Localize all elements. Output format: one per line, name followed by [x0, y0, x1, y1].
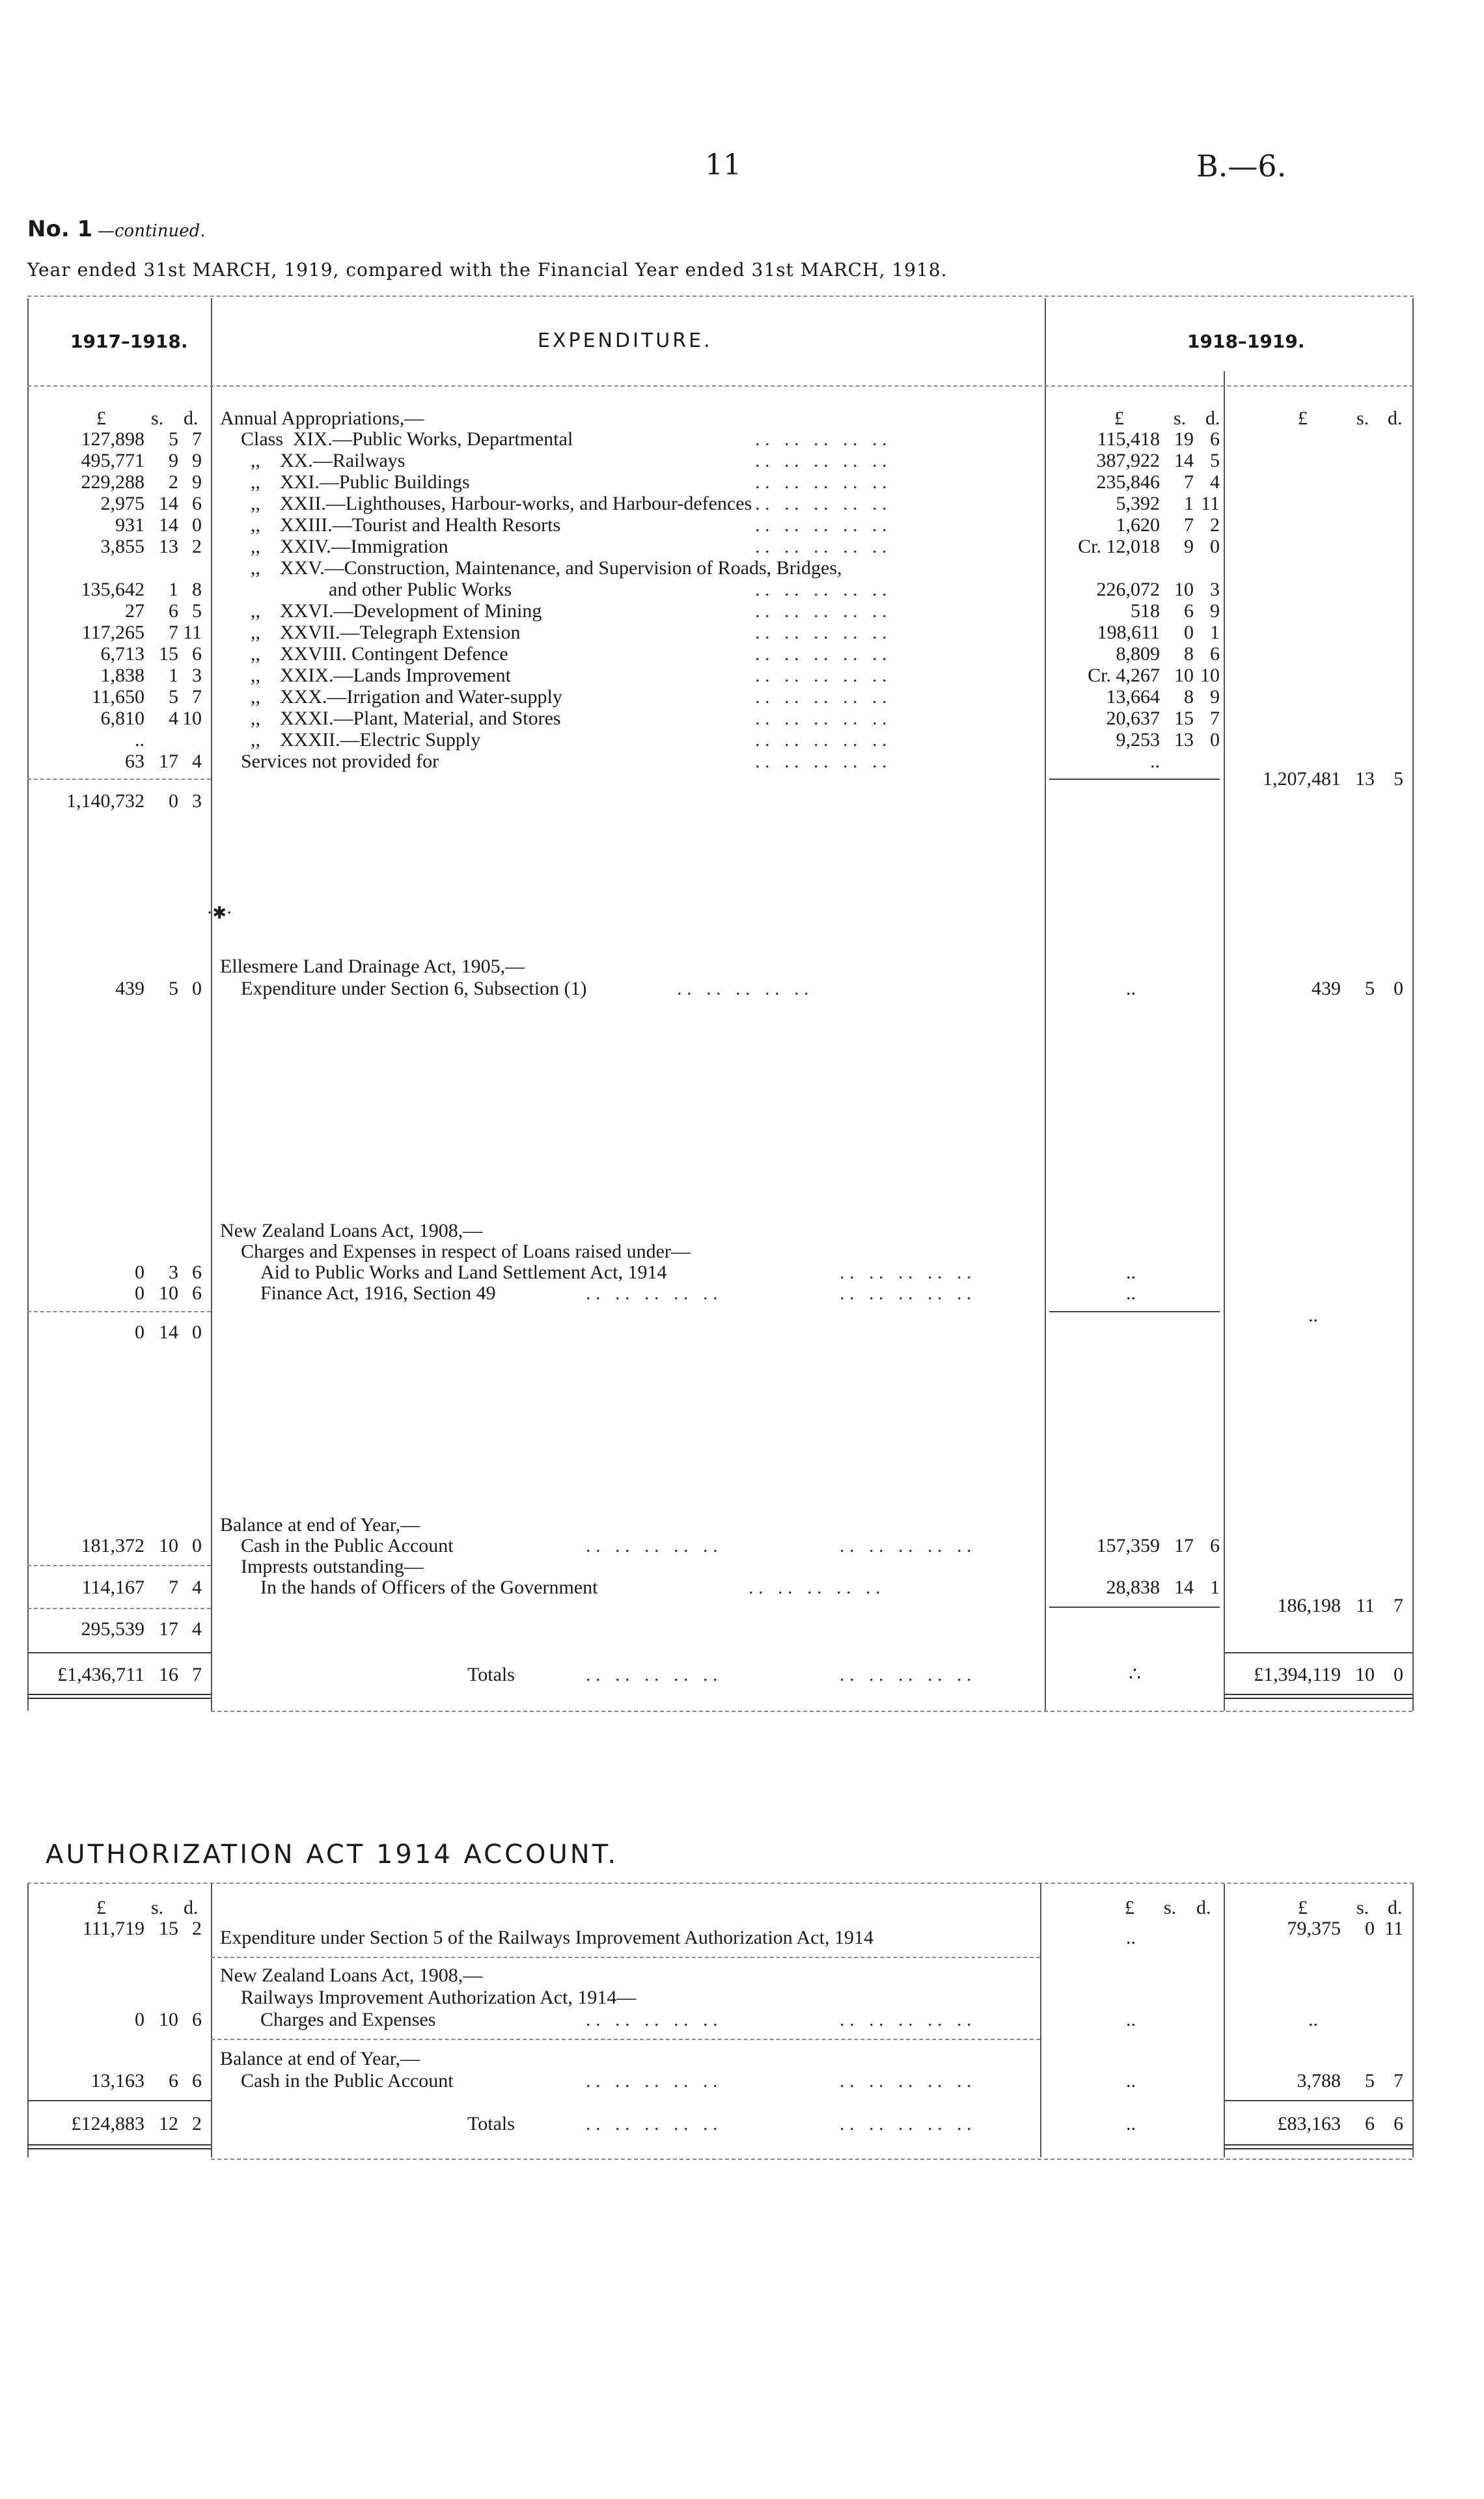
- appropriation-1918-pounds: 5,392: [1116, 493, 1160, 514]
- ellesmere-1918-detail: ..: [1126, 978, 1136, 999]
- appropriation-1918-pounds: 115,418: [1097, 428, 1160, 450]
- auth-total-detail: ..: [1126, 2113, 1136, 2134]
- subtotal-rule: [1049, 779, 1220, 780]
- appropriation-1918-pence: 6: [1210, 428, 1220, 450]
- appropriation-1917-shillings: 1: [169, 665, 178, 686]
- appropriation-1917-pounds: 229,288: [81, 471, 144, 493]
- pence-heading: d.: [1205, 407, 1220, 429]
- table-top-rule: [27, 296, 1414, 297]
- appropriation-1918-pence: 7: [1210, 708, 1220, 729]
- nz-loans-total-1917-pounds: 0: [135, 1321, 144, 1343]
- officers-1918-pounds: 28,838: [1106, 1577, 1160, 1598]
- auth-balance-detail: ..: [1126, 2070, 1136, 2092]
- appropriation-label: and other Public Works: [241, 579, 512, 600]
- totals-top-rule: [1224, 1652, 1412, 1653]
- totals-double-rule: [1224, 2144, 1412, 2149]
- auth-row1-1917-shillings: 15: [159, 1918, 178, 1939]
- appropriation-label: ,, XXXI.—Plant, Material, and Stores: [241, 708, 561, 729]
- appropriation-1918-pounds: 8,809: [1116, 643, 1160, 665]
- appropriation-1917-shillings: 15: [159, 643, 178, 665]
- appropriation-1917-pounds: 135,642: [81, 579, 144, 600]
- auth-total-1917-pounds: £124,883: [71, 2113, 144, 2134]
- pence-heading: d.: [184, 1897, 199, 1918]
- annual-total-1918-pounds: 1,207,481: [1263, 768, 1341, 790]
- auth-total-1918-pence: 6: [1394, 2113, 1403, 2134]
- appropriation-1918-pounds: 1,620: [1116, 514, 1160, 536]
- appropriation-1917-pounds: 495,771: [81, 450, 144, 471]
- auth-top-rule: [27, 1883, 1414, 1884]
- nz-loans-1917-pence: 6: [192, 1282, 202, 1304]
- nz-loans-1918-detail: ..: [1126, 1282, 1136, 1304]
- appropriation-1917-shillings: 7: [169, 622, 178, 643]
- appropriation-1917-pence: 11: [183, 622, 202, 643]
- pound-heading: £: [96, 1897, 106, 1918]
- totals-double-rule: [27, 2144, 211, 2149]
- balance-total-1917-pounds: 295,539: [81, 1618, 144, 1640]
- leader-dots: . . . . . . . . . .: [677, 978, 809, 999]
- pound-heading: £: [1114, 407, 1124, 429]
- officers-1917-pence: 4: [192, 1577, 202, 1598]
- annual-total-1918-pence: 5: [1394, 768, 1403, 790]
- leader-dots: . . . . . . . . . .: [586, 1282, 718, 1304]
- pound-heading: £: [1298, 407, 1308, 429]
- appropriation-1918-shillings: 7: [1184, 471, 1194, 493]
- appropriation-1918-pounds: 13,664: [1106, 686, 1160, 708]
- auth-right-border: [1412, 1884, 1414, 2157]
- auth-section-rule: [211, 1957, 1040, 1958]
- appropriation-1918-shillings: 10: [1174, 579, 1194, 600]
- appropriation-1917-pence: 10: [182, 708, 202, 729]
- auth-section-rule: [211, 2039, 1040, 2040]
- pound-heading: £: [96, 407, 106, 429]
- auth-balance-1917-shillings: 6: [169, 2070, 178, 2092]
- leader-dots: . . . . . . . . . .: [755, 686, 887, 708]
- appropriation-1918-shillings: 1: [1184, 493, 1194, 514]
- auth-nz-1917-shillings: 10: [159, 2009, 178, 2030]
- pence-heading: d.: [1388, 1897, 1403, 1918]
- nz-loans-1917-shillings: 10: [159, 1282, 178, 1304]
- annual-total-1917-pence: 3: [192, 790, 202, 812]
- subtotal-rule: [1049, 1311, 1220, 1312]
- appropriation-1917-pence: 4: [192, 751, 202, 772]
- appropriation-1917-pence: 3: [192, 665, 202, 686]
- appropriation-1918-shillings: 15: [1174, 708, 1194, 729]
- leader-dots: . . . . . . . . . .: [840, 1262, 972, 1283]
- annual-total-1917-pounds: 1,140,732: [66, 790, 144, 812]
- annual-total-1918-shillings: 13: [1355, 768, 1375, 790]
- table-subtitle: Year ended 31st MARCH, 1919, compared with the Financial Year ended 31st MARCH, 1918.: [27, 259, 948, 281]
- officers-1918-pence: 1: [1210, 1577, 1220, 1598]
- appropriation-1918-shillings: 10: [1174, 665, 1194, 686]
- appropriation-1918-pounds: 9,253: [1116, 729, 1160, 751]
- balance-total-1917-shillings: 17: [159, 1618, 178, 1640]
- appropriation-1918-pence: 11: [1201, 493, 1220, 514]
- auth-row1-1918-pence: 11: [1384, 1918, 1403, 1939]
- appropriation-1917-pence: 7: [192, 686, 202, 708]
- auth-balance-heading: Balance at end of Year,—: [220, 2048, 420, 2069]
- column-divider: [1045, 298, 1046, 1711]
- column-divider: [211, 1884, 212, 2157]
- appropriation-1918-pence: 2: [1210, 514, 1220, 536]
- appropriation-1918-shillings: 8: [1184, 686, 1194, 708]
- appropriation-1918-pounds: Cr. 4,267: [1088, 665, 1160, 686]
- balance-total-1918-shillings: 11: [1356, 1595, 1375, 1616]
- appropriation-1918-pounds: 518: [1131, 600, 1160, 622]
- appropriation-label: ,, XXXII.—Electric Supply: [241, 729, 481, 751]
- appropriation-1918-pence: 6: [1210, 643, 1220, 665]
- appropriation-1918-pounds: 226,072: [1096, 579, 1160, 600]
- totals-top-rule: [27, 2100, 211, 2101]
- appropriation-1917-shillings: 2: [169, 471, 178, 493]
- appropriation-1918-shillings: 13: [1174, 729, 1194, 751]
- appropriation-label: ,, XXX.—Irrigation and Water-supply: [241, 686, 562, 708]
- table-number: No. 1: [27, 216, 93, 242]
- appropriation-1917-pence: 0: [192, 514, 202, 536]
- appropriation-1917-pence: 6: [192, 643, 202, 665]
- leader-dots: . . . . . . . . . .: [586, 2009, 718, 2030]
- appropriation-label: ,, XXVII.—Telegraph Extension: [241, 622, 521, 643]
- appropriation-1918-shillings: 14: [1174, 450, 1194, 471]
- auth-total-1918-shillings: 6: [1365, 2113, 1375, 2134]
- leader-dots: . . . . . . . . . .: [840, 1282, 972, 1304]
- totals-double-rule: [27, 1694, 211, 1699]
- appropriation-label: ,, XXV.—Construction, Maintenance, and Supervision of Roads, Bridges,: [241, 557, 842, 579]
- appropriation-1917-pounds: 931: [115, 514, 144, 536]
- grand-total-1918-shillings: 10: [1355, 1664, 1375, 1685]
- column-header-1918-1919: 1918–1919.: [1187, 331, 1305, 352]
- appropriation-1917-pence: 9: [192, 450, 202, 471]
- appropriation-1917-shillings: 14: [159, 493, 178, 514]
- leader-dots: . . . . . . . . . .: [755, 536, 887, 557]
- leader-dots: . . . . . . . . . .: [840, 2009, 972, 2030]
- appropriation-1918-shillings: 0: [1184, 622, 1194, 643]
- leader-dots: . . . . . . . . . .: [840, 1535, 972, 1556]
- auth-nz-total: ..: [1308, 2009, 1318, 2030]
- appropriation-label: ,, XXIII.—Tourist and Health Resorts: [241, 514, 561, 536]
- appropriation-1918-shillings: 19: [1174, 428, 1194, 450]
- pound-heading: £: [1125, 1897, 1134, 1918]
- appropriation-1918-pounds: 235,846: [1096, 471, 1160, 493]
- nz-loans-1917-pounds: 0: [135, 1282, 144, 1304]
- pence-heading: d.: [1388, 407, 1403, 429]
- appropriation-1918-shillings: 8: [1184, 643, 1194, 665]
- column-divider: [211, 298, 212, 1711]
- grand-total-1917-shillings: 16: [159, 1664, 178, 1685]
- appropriation-label: ,, XXVIII. Contingent Defence: [241, 643, 508, 665]
- auth-balance-row-label: Cash in the Public Account: [241, 2070, 454, 2092]
- grand-total-1918-pence: 0: [1394, 1664, 1403, 1685]
- appropriation-1917-pence: 6: [192, 493, 202, 514]
- balance-cash-1917-pounds: 181,372: [81, 1535, 144, 1556]
- nz-loans-1917-pence: 6: [192, 1262, 202, 1283]
- leader-dots: . . . . . . . . . .: [840, 2113, 972, 2134]
- appropriation-1917-shillings: 4: [169, 708, 178, 729]
- appropriation-1917-shillings: 17: [159, 751, 178, 772]
- appropriation-1918-pounds: 198,611: [1097, 622, 1160, 643]
- balance-cash-1918-pounds: 157,359: [1096, 1535, 1160, 1556]
- appropriation-1917-pounds: 117,265: [81, 622, 144, 643]
- subtotal-rule: [1049, 1607, 1220, 1608]
- ellesmere-1918-shillings: 5: [1365, 978, 1375, 999]
- auth-balance-1918-pence: 7: [1394, 2070, 1403, 2092]
- leader-dots: . . . . . . . . . .: [586, 2070, 718, 2092]
- leader-dots: . . . . . . . . . .: [755, 471, 887, 493]
- appropriation-1918-pence: 1: [1210, 622, 1220, 643]
- appropriation-1918-pence: 9: [1210, 686, 1220, 708]
- header-bottom-rule: [27, 385, 1414, 387]
- appropriation-1917-shillings: 14: [159, 514, 178, 536]
- ellesmere-1918-pence: 0: [1394, 978, 1403, 999]
- nz-loans-1917-shillings: 3: [169, 1262, 178, 1283]
- ellesmere-1917-pounds: 439: [115, 978, 144, 999]
- appropriation-1918-shillings: 6: [1184, 600, 1194, 622]
- appropriation-1917-shillings: 5: [169, 428, 178, 450]
- column-header-1917-1918: 1917–1918.: [70, 331, 188, 352]
- appropriation-1917-shillings: 13: [159, 536, 178, 557]
- auth-balance-1918-shillings: 5: [1365, 2070, 1375, 2092]
- appropriation-1917-pence: 5: [192, 600, 202, 622]
- leader-dots: . . . . . . . . . .: [840, 1664, 972, 1685]
- appropriation-1918-pounds: ..: [1150, 751, 1160, 772]
- leader-dots: . . . . . . . . . .: [755, 729, 887, 751]
- leader-dots: . . . . . . . . . .: [755, 622, 887, 643]
- appropriation-1917-pounds: 6,713: [100, 643, 144, 665]
- appropriation-1918-pence: 3: [1210, 579, 1220, 600]
- column-divider: [1040, 1884, 1041, 2157]
- totals-double-rule: [1224, 1694, 1412, 1699]
- leader-dots: . . . . . . . . . .: [586, 2113, 718, 2134]
- leader-dots: . . . . . . . . . .: [755, 579, 887, 600]
- appropriation-1917-shillings: 1: [169, 579, 178, 600]
- leader-dots: . . . . . . . . . .: [755, 428, 887, 450]
- nz-loans-subheading: Charges and Expenses in respect of Loans raised under—: [241, 1241, 691, 1262]
- appropriation-1918-shillings: 9: [1184, 536, 1194, 557]
- auth-row-label: Expenditure under Section 5 of the Railways Improvement Authorization Act, 1914: [220, 1927, 873, 1948]
- nz-loans-1918-detail: ..: [1126, 1262, 1136, 1283]
- shilling-heading: s.: [151, 407, 164, 429]
- appropriation-label: ,, XXI.—Public Buildings: [241, 471, 470, 493]
- appropriation-1917-shillings: 9: [169, 450, 178, 471]
- appropriation-1917-pounds: 2,975: [100, 493, 144, 514]
- totals-label: Totals: [467, 1664, 515, 1685]
- appropriation-1917-pounds: 6,810: [100, 708, 144, 729]
- ellesmere-1917-shillings: 5: [169, 978, 178, 999]
- leader-dots: . . . . . . . . . .: [755, 751, 887, 772]
- auth-row1-detail: ..: [1126, 1927, 1136, 1948]
- appropriation-label: ,, XXIX.—Lands Improvement: [241, 665, 511, 686]
- table-bottom-rule: [211, 1711, 1412, 1712]
- pence-heading: d.: [1196, 1897, 1211, 1918]
- appropriation-label: ,, XXIV.—Immigration: [241, 536, 448, 557]
- auth-nz-subheading: Railways Improvement Authorization Act, 1914—: [241, 1987, 637, 2008]
- appropriation-1917-pounds: 3,855: [100, 536, 144, 557]
- ellesmere-row-label: Expenditure under Section 6, Subsection (1): [241, 978, 587, 999]
- auth-nz-heading: New Zealand Loans Act, 1908,—: [220, 1965, 483, 1986]
- ellesmere-1918-pounds: 439: [1312, 978, 1341, 999]
- nz-loans-total-1917-shillings: 14: [159, 1321, 178, 1343]
- grand-total-1917-pence: 7: [192, 1664, 202, 1685]
- auth-row1-1917-pence: 2: [192, 1918, 202, 1939]
- leader-dots: . . . . . . . . . .: [755, 493, 887, 514]
- auth-total-1917-shillings: 12: [159, 2113, 178, 2134]
- auth-totals-label: Totals: [467, 2113, 515, 2134]
- balance-cash-1918-pence: 6: [1210, 1535, 1220, 1556]
- appropriation-1917-pounds: 1,838: [100, 665, 144, 686]
- balance-cash-1917-shillings: 10: [159, 1535, 178, 1556]
- auth-balance-1917-pence: 6: [192, 2070, 202, 2092]
- auth-row1-1917-pounds: 111,719: [82, 1918, 144, 1939]
- leader-dots: . . . . . . . . . .: [755, 643, 887, 665]
- appropriation-1918-pounds: Cr. 12,018: [1078, 536, 1160, 557]
- leader-dots: . . . . . . . . . .: [755, 514, 887, 536]
- appropriation-1918-pounds: 387,922: [1096, 450, 1160, 471]
- leader-dots: . . . . . . . . . .: [749, 1577, 881, 1598]
- appropriation-1917-pence: 2: [192, 536, 202, 557]
- officers-1917-shillings: 7: [169, 1577, 178, 1598]
- leader-dots: . . . . . . . . . .: [586, 1535, 718, 1556]
- shilling-heading: s.: [1356, 1897, 1369, 1918]
- appropriation-label: ,, XX.—Railways: [241, 450, 405, 471]
- totals-top-rule: [1224, 2100, 1412, 2101]
- appropriation-label: ,, XXII.—Lighthouses, Harbour-works, and Harbour-defences: [241, 493, 752, 514]
- auth-nz-1917-pence: 6: [192, 2009, 202, 2030]
- appropriation-1917-pence: 8: [192, 579, 202, 600]
- nz-loans-total-1918: ..: [1308, 1305, 1318, 1326]
- auth-nz-row-label: Charges and Expenses: [260, 2009, 436, 2030]
- appropriation-1918-pence: 5: [1210, 450, 1220, 471]
- balance-total-1918-pounds: 186,198: [1277, 1595, 1341, 1616]
- appropriation-1917-pounds: 63: [125, 751, 144, 772]
- nz-loans-row-label: Finance Act, 1916, Section 49: [260, 1282, 496, 1304]
- column-divider: [1224, 371, 1225, 1711]
- leader-dots: . . . . . . . . . .: [840, 2070, 972, 2092]
- annual-appropriations-heading: Annual Appropriations,—: [220, 407, 424, 429]
- appropriation-1917-pence: 7: [192, 428, 202, 450]
- subtotal-rule: [27, 1311, 211, 1312]
- appropriation-label: Services not provided for: [241, 751, 439, 772]
- appropriation-1918-shillings: 7: [1184, 514, 1194, 536]
- appropriation-1917-pounds: 127,898: [81, 428, 144, 450]
- appropriation-1918-pence: 0: [1210, 536, 1220, 557]
- officers-1917-pounds: 114,167: [81, 1577, 144, 1598]
- nz-loans-row-label: Aid to Public Works and Land Settlement Act, 1914: [260, 1262, 667, 1283]
- table-number-continued: —continued.: [98, 221, 206, 241]
- officers-1918-shillings: 14: [1174, 1577, 1194, 1598]
- nz-loans-1917-pounds: 0: [135, 1262, 144, 1283]
- auth-row1-1918-shillings: 0: [1365, 1918, 1375, 1939]
- appropriation-1917-pounds: ..: [135, 729, 144, 751]
- shilling-heading: s.: [1164, 1897, 1177, 1918]
- balance-cash-1917-pence: 0: [192, 1535, 202, 1556]
- stray-mark: ·✱·: [207, 904, 232, 923]
- leader-dots: . . . . . . . . . .: [755, 600, 887, 622]
- shilling-heading: s.: [151, 1897, 164, 1918]
- auth-nz-1917-pounds: 0: [135, 2009, 144, 2030]
- ellesmere-1917-pence: 0: [192, 978, 202, 999]
- appropriation-1918-pence: 9: [1210, 600, 1220, 622]
- table-right-border: [1412, 298, 1414, 1711]
- leader-dots: . . . . . . . . . .: [755, 708, 887, 729]
- subtotal-rule: [27, 1565, 211, 1566]
- page-number: 11: [705, 148, 741, 182]
- totals-top-rule: [27, 1652, 211, 1653]
- annual-total-1917-shillings: 0: [169, 790, 178, 812]
- officers-label: In the hands of Officers of the Government: [260, 1577, 598, 1598]
- appropriation-1917-shillings: 5: [169, 686, 178, 708]
- subtotal-rule: [27, 1608, 211, 1609]
- appropriation-1917-pounds: 11,650: [91, 686, 144, 708]
- auth-balance-1918-pounds: 3,788: [1297, 2070, 1341, 2092]
- nz-loans-heading: New Zealand Loans Act, 1908,—: [220, 1220, 483, 1241]
- auth-balance-1917-pounds: 13,163: [90, 2070, 144, 2092]
- balance-total-1918-pence: 7: [1394, 1595, 1403, 1616]
- grand-total-1917-pounds: £1,436,711: [57, 1664, 144, 1685]
- balance-heading: Balance at end of Year,—: [220, 1514, 420, 1536]
- shilling-heading: s.: [1174, 407, 1187, 429]
- appropriation-label: ,, XXVI.—Development of Mining: [241, 600, 542, 622]
- shilling-heading: s.: [1356, 407, 1369, 429]
- pence-heading: d.: [184, 407, 199, 429]
- pound-heading: £: [1298, 1897, 1308, 1918]
- balance-cash-1918-shillings: 17: [1174, 1535, 1194, 1556]
- balance-cash-label: Cash in the Public Account: [241, 1535, 454, 1556]
- grand-total-1918-pounds: £1,394,119: [1254, 1664, 1341, 1685]
- appropriation-1917-pence: 9: [192, 471, 202, 493]
- auth-total-1918-pounds: £83,163: [1277, 2113, 1341, 2134]
- leader-dots: . . . . . . . . . .: [755, 450, 887, 471]
- appropriation-1917-shillings: 6: [169, 600, 178, 622]
- appropriation-1918-pence: 4: [1210, 471, 1220, 493]
- leader-dots: . . . . . . . . . .: [755, 665, 887, 686]
- authorization-account-title: AUTHORIZATION ACT 1914 ACCOUNT.: [46, 1840, 619, 1870]
- balance-total-1917-pence: 4: [192, 1618, 202, 1640]
- appropriation-1917-pounds: 27: [125, 600, 144, 622]
- auth-row1-1918-pounds: 79,375: [1287, 1918, 1341, 1939]
- document-reference: B.—6.: [1196, 148, 1287, 184]
- column-header-expenditure: EXPENDITURE.: [538, 329, 713, 352]
- appropriation-1918-pence: 0: [1210, 729, 1220, 751]
- auth-nz-detail: ..: [1126, 2009, 1136, 2030]
- leader-dots: . . . . . . . . . .: [586, 1664, 718, 1685]
- ellesmere-heading: Ellesmere Land Drainage Act, 1905,—: [220, 956, 525, 977]
- auth-bottom-rule: [211, 2159, 1412, 2160]
- appropriation-1918-pence: 10: [1200, 665, 1220, 686]
- imprests-label: Imprests outstanding—: [241, 1556, 424, 1577]
- appropriation-label: Class XIX.—Public Works, Departmental: [241, 428, 573, 450]
- appropriation-1918-pounds: 20,637: [1106, 708, 1160, 729]
- subtotal-rule: [27, 779, 211, 780]
- grand-total-detail-mark: ∴: [1129, 1664, 1142, 1685]
- auth-total-1917-pence: 2: [192, 2113, 202, 2134]
- nz-loans-total-1917-pence: 0: [192, 1321, 202, 1343]
